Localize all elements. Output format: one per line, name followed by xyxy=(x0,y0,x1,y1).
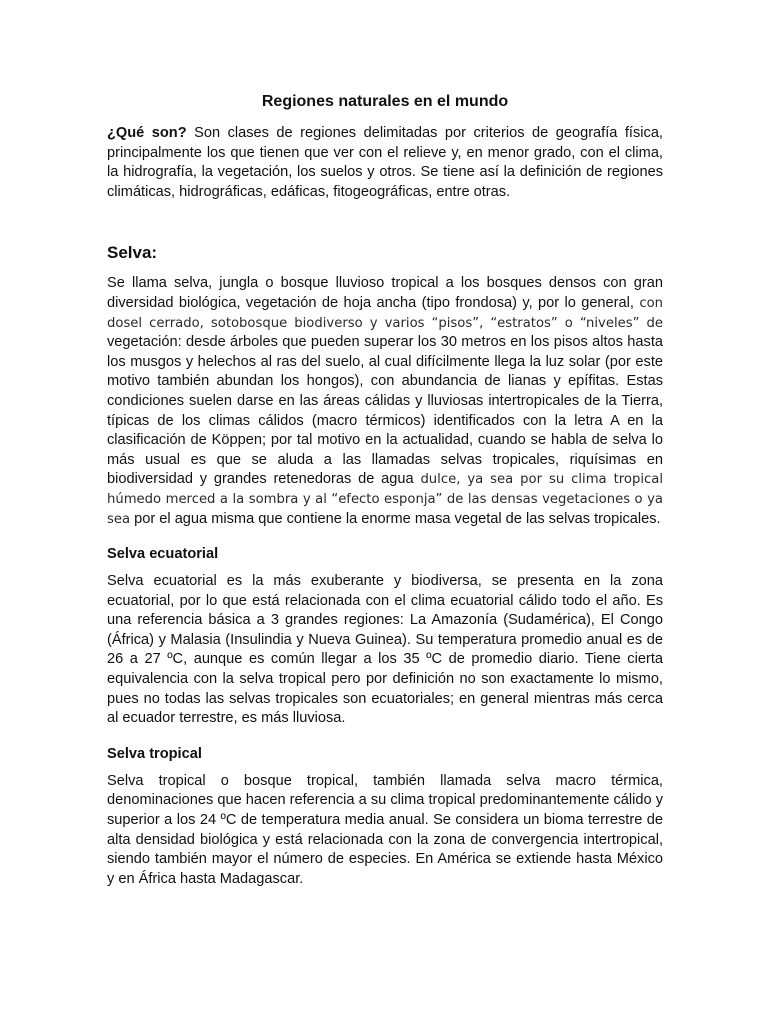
selva-text-part-4: dulce, ya sea por su clima tropical húmedo merced a la sombra y al “efecto esponja” de las densas vegetaciones o ya sea xyxy=(107,472,663,527)
ecuatorial-paragraph: Selva ecuatorial es la más exuberante y biodiversa, se presenta en la zona ecuatorial, por lo que está relacionada con el clima ecuatorial cálido todo el año. Es una referencia básica a 3 grandes regiones: La Amazonía (Sudamérica), El Congo (África) y Malasia (Insulindia y Nueva Guinea). Su temperatura promedio anual es de 26 a 27 ºC, aunque es común llegar a los 35 ºC de promedio diario. Tiene cierta equivalencia con la selva tropical pero por definición no son exactamente lo mismo, pues no todas las selvas tropicales son ecuatoriales; en general mientras más cerca al ecuador terrestre, es más lluviosa. xyxy=(107,573,663,727)
intro-lead: ¿Qué son? xyxy=(107,125,187,141)
selva-text-part-1: Se llama selva, jungla o bosque lluvioso tropical a los bosques densos con gran diversidad biológica, vegetación de hoja ancha (tipo frondosa) y, por lo general, xyxy=(107,275,663,311)
selva-paragraph xyxy=(107,274,663,529)
tropical-paragraph: Selva tropical o bosque tropical, también llamada selva macro térmica, denominaciones que hacen referencia a su clima tropical predominantemente cálido y superior a los 24 ºC de temperatura media anual. Se considera un bioma terrestre de alta densidad biológica y está relacionada con la zona de convergencia intertropical, siendo también mayor el número de especies. En América se extiende hasta México y en África hasta Madagascar. xyxy=(107,772,663,887)
section-heading-selva: Selva: xyxy=(107,243,158,263)
selva-text-part-3: vegetación: desde árboles que pueden superar los 30 metros en los pisos altos hasta los musgos y helechos al ras del suelo, al cual difícilmente llega la luz solar (por este motivo también abundan los hongos), con abundancia de lianas y epífitas. Estas condiciones suelen darse en las áreas cálidas y lluviosas intertropicales de la Tierra, típicas de los climas cálidos (macro térmicos) identificados con la letra A en la clasificación de Köppen; por tal motivo en la actualidad, cuando se habla de selva lo más usual es que se aluda a las llamadas selvas tropicales, riquísimas en biodiversidad y grandes retenedoras de agua xyxy=(107,334,663,488)
intro-text: Son clases de regiones delimitadas por criterios de geografía física, principalmente los que tienen que ver con el relieve y, en menor grado, con el clima, la hidrografía, la vegetación, los suelos y otros. Se tiene así la definición de regiones climáticas, hidrográficas, edáficas, fitogeográficas, entre otras. xyxy=(107,125,663,200)
subsection-heading-tropical: Selva tropical xyxy=(107,745,202,762)
intro-paragraph xyxy=(107,124,663,202)
page-title: Regiones naturales en el mundo xyxy=(261,93,509,110)
subsection-heading-ecuatorial: Selva ecuatorial xyxy=(107,546,219,563)
selva-text-part-5: por el agua misma que contiene la enorme masa vegetal de las selvas tropicales. xyxy=(130,510,661,527)
selva-text-part-2: con dosel cerrado, sotobosque biodiverso y varios “pisos”, “estratos” o “niveles” de xyxy=(107,295,663,331)
